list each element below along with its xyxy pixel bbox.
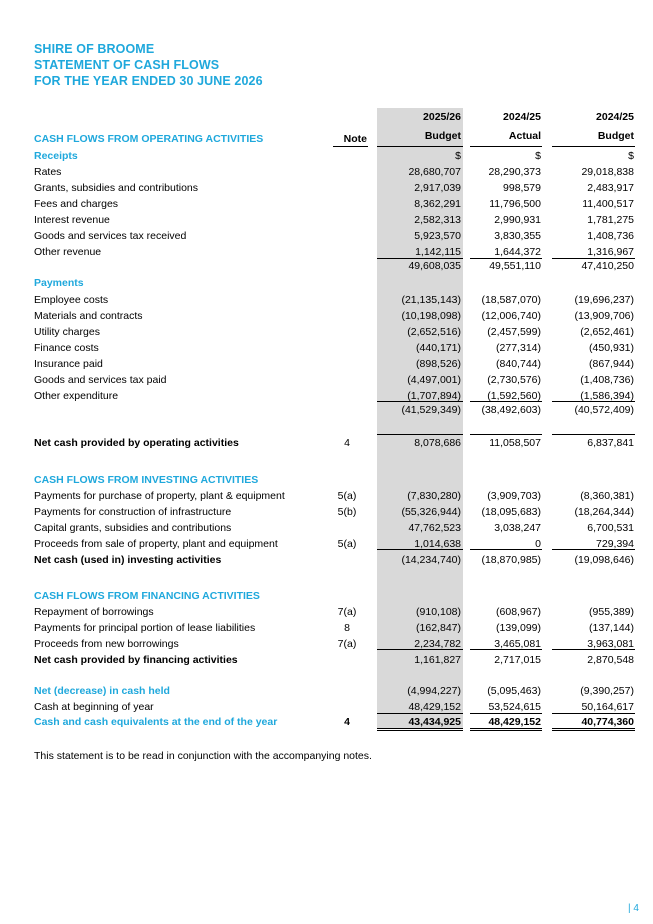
- actual-2024-25-value: (5,095,463): [487, 685, 541, 697]
- row-note: 7(a): [337, 638, 357, 650]
- budget-2025-26-value: 1,142,115: [415, 246, 461, 258]
- row-label: Net cash (used in) investing activities: [34, 554, 222, 566]
- row-label: Payments: [34, 277, 84, 289]
- row-note: 4: [344, 716, 350, 728]
- table-row: [0, 404, 653, 418]
- table-row: [0, 260, 653, 274]
- row-label: Insurance paid: [34, 358, 103, 370]
- row-note: 8: [344, 622, 350, 634]
- row-label: Payments for principal portion of lease liabilities: [34, 622, 256, 634]
- table-row: [0, 326, 653, 340]
- row-label: Goods and services tax received: [34, 230, 187, 242]
- actual-2024-25-value: 2,990,931: [494, 214, 541, 226]
- actual-2024-25-value: (840,744): [496, 358, 541, 370]
- row-label: Fees and charges: [34, 198, 119, 210]
- budget-2025-26-value: 1,161,827: [414, 654, 461, 666]
- table-row: [0, 437, 653, 451]
- budget-2024-25-value: 1,316,967: [587, 246, 634, 258]
- table-row: [0, 590, 653, 604]
- budget-2025-26-value: 43,434,925: [408, 716, 461, 728]
- budget-2024-25-value: (40,572,409): [574, 404, 634, 416]
- row-label: Net cash provided by operating activities: [34, 437, 239, 449]
- row-label: Receipts: [34, 150, 78, 162]
- budget-2025-26-value: (898,526): [416, 358, 461, 370]
- budget-2024-25-value: 2,483,917: [587, 182, 634, 194]
- actual-2024-25-value: $: [535, 150, 541, 162]
- budget-2024-25-value: (2,652,461): [580, 326, 634, 338]
- table-row: [0, 538, 653, 552]
- row-label: CASH FLOWS FROM FINANCING ACTIVITIES: [34, 590, 260, 602]
- budget-2024-25-value: (867,944): [589, 358, 634, 370]
- budget-2025-26-value: (41,529,349): [401, 404, 461, 416]
- col3-year-header: 2024/25: [596, 111, 634, 123]
- table-row: [0, 310, 653, 324]
- budget-2024-25-value: 1,408,736: [587, 230, 634, 242]
- actual-2024-25-value: 3,830,355: [494, 230, 541, 242]
- actual-2024-25-value: (608,967): [496, 606, 541, 618]
- budget-2025-26-value: (4,497,001): [407, 374, 461, 386]
- budget-2025-26-value: 49,608,035: [408, 260, 461, 272]
- actual-2024-25-value: (38,492,603): [481, 404, 541, 416]
- table-row: [0, 182, 653, 196]
- budget-2024-25-value: 50,164,617: [581, 701, 634, 713]
- row-label: Proceeds from new borrowings: [34, 638, 179, 650]
- budget-2024-25-value: (8,360,381): [580, 490, 634, 502]
- table-row: [0, 638, 653, 652]
- budget-2025-26-value: (910,108): [416, 606, 461, 618]
- table-row: [0, 214, 653, 228]
- row-label: Net cash provided by financing activities: [34, 654, 238, 666]
- row-note: 5(a): [337, 538, 357, 550]
- budget-2025-26-value: 8,078,686: [414, 437, 461, 449]
- budget-2025-26-value: 2,917,039: [414, 182, 461, 194]
- row-label: CASH FLOWS FROM OPERATING ACTIVITIES: [34, 133, 264, 145]
- table-row: [0, 246, 653, 260]
- budget-2024-25-value: (1,586,394): [580, 390, 634, 402]
- table-row: [0, 716, 653, 730]
- budget-2024-25-value: (13,909,706): [574, 310, 634, 322]
- budget-2024-25-value: (1,408,736): [580, 374, 634, 386]
- budget-2024-25-value: (137,144): [589, 622, 634, 634]
- note-header: Note: [343, 133, 367, 145]
- budget-2024-25-value: 729,394: [596, 538, 634, 550]
- row-note: 7(a): [337, 606, 357, 618]
- actual-2024-25-value: 53,524,615: [488, 701, 541, 713]
- table-row: [0, 166, 653, 180]
- table-row: [0, 474, 653, 488]
- row-label: Grants, subsidies and contributions: [34, 182, 199, 194]
- budget-2024-25-value: 40,774,360: [581, 716, 634, 728]
- budget-2024-25-value: 11,400,517: [582, 198, 634, 210]
- row-label: Other revenue: [34, 246, 102, 258]
- budget-2025-26-value: 48,429,152: [408, 701, 461, 713]
- budget-2025-26-value: (7,830,280): [407, 490, 461, 502]
- col2-type-header: Actual: [508, 130, 541, 142]
- actual-2024-25-value: 28,290,373: [488, 166, 541, 178]
- budget-2025-26-value: (4,994,227): [407, 685, 461, 697]
- actual-2024-25-value: (18,587,070): [481, 294, 541, 306]
- table-row: [0, 554, 653, 568]
- col3-type-header: Budget: [597, 130, 634, 142]
- table-row: [0, 374, 653, 388]
- budget-2025-26-value: 2,234,782: [414, 638, 461, 650]
- row-note: 5(a): [337, 490, 357, 502]
- budget-2025-26-value: (10,198,098): [401, 310, 461, 322]
- table-row: [0, 490, 653, 504]
- actual-2024-25-value: 3,465,081: [494, 638, 541, 650]
- table-row: [0, 701, 653, 715]
- row-label: Cash and cash equivalents at the end of the year: [34, 716, 278, 728]
- actual-2024-25-value: (1,592,560): [487, 390, 541, 402]
- row-note: 4: [344, 437, 350, 449]
- row-note: 5(b): [337, 506, 357, 518]
- row-label: Materials and contracts: [34, 310, 143, 322]
- actual-2024-25-value: (18,870,985): [481, 554, 541, 566]
- budget-2025-26-value: (21,135,143): [401, 294, 461, 306]
- actual-2024-25-value: (12,006,740): [481, 310, 541, 322]
- actual-2024-25-value: 3,038,247: [494, 522, 541, 534]
- actual-2024-25-value: (277,314): [496, 342, 541, 354]
- row-label: Finance costs: [34, 342, 99, 354]
- actual-2024-25-value: (2,730,576): [487, 374, 541, 386]
- actual-2024-25-value: 11,058,507: [489, 437, 541, 449]
- table-row: [0, 150, 653, 164]
- budget-2024-25-value: 47,410,250: [581, 260, 634, 272]
- budget-2025-26-value: 47,762,523: [408, 522, 461, 534]
- table-row: [0, 277, 653, 291]
- actual-2024-25-value: (3,909,703): [487, 490, 541, 502]
- statement-title: STATEMENT OF CASH FLOWS: [34, 58, 220, 72]
- row-label: Payments for construction of infrastructure: [34, 506, 232, 518]
- budget-2024-25-value: (18,264,344): [574, 506, 634, 518]
- table-row: [0, 294, 653, 308]
- budget-2025-26-value: (2,652,516): [407, 326, 461, 338]
- report-entity-title: SHIRE OF BROOME: [34, 42, 155, 56]
- budget-2024-25-value: $: [628, 150, 634, 162]
- budget-2024-25-value: 6,837,841: [587, 437, 634, 449]
- table-row: [0, 606, 653, 620]
- actual-2024-25-value: (18,095,683): [481, 506, 541, 518]
- table-row: [0, 506, 653, 520]
- row-label: Rates: [34, 166, 62, 178]
- actual-2024-25-value: 2,717,015: [494, 654, 541, 666]
- table-row: [0, 654, 653, 668]
- budget-2025-26-value: (55,326,944): [401, 506, 461, 518]
- budget-2024-25-value: (450,931): [589, 342, 634, 354]
- row-label: Utility charges: [34, 326, 100, 338]
- budget-2025-26-value: 1,014,638: [414, 538, 461, 550]
- budget-2024-25-value: 29,018,838: [581, 166, 634, 178]
- budget-2024-25-value: 3,963,081: [587, 638, 634, 650]
- actual-2024-25-value: (2,457,599): [487, 326, 541, 338]
- table-row: [0, 342, 653, 356]
- actual-2024-25-value: 998,579: [503, 182, 541, 194]
- col1-year-header: 2025/26: [423, 111, 461, 123]
- budget-2025-26-value: (440,171): [416, 342, 461, 354]
- row-label: Capital grants, subsidies and contributions: [34, 522, 232, 534]
- table-row: [0, 685, 653, 699]
- table-row: [0, 358, 653, 372]
- col2-year-header: 2024/25: [503, 111, 541, 123]
- row-label: Proceeds from sale of property, plant and equipment: [34, 538, 278, 550]
- budget-2024-25-value: 2,870,548: [587, 654, 634, 666]
- table-row: [0, 133, 653, 147]
- actual-2024-25-value: 1,644,372: [494, 246, 541, 258]
- budget-2025-26-value: 8,362,291: [414, 198, 461, 210]
- row-label: Net (decrease) in cash held: [34, 685, 170, 697]
- table-row: [0, 390, 653, 404]
- budget-2024-25-value: (19,696,237): [574, 294, 634, 306]
- budget-2025-26-value: (14,234,740): [401, 554, 461, 566]
- row-label: CASH FLOWS FROM INVESTING ACTIVITIES: [34, 474, 259, 486]
- budget-2025-26-value: 28,680,707: [408, 166, 461, 178]
- table-row: [0, 198, 653, 212]
- row-label: Payments for purchase of property, plant & equipment: [34, 490, 285, 502]
- budget-2024-25-value: (19,098,646): [574, 554, 634, 566]
- page-number: | 4: [628, 903, 639, 914]
- table-row: [0, 522, 653, 536]
- actual-2024-25-value: (139,099): [496, 622, 541, 634]
- footer-note: This statement is to be read in conjunction with the accompanying notes.: [34, 750, 372, 762]
- budget-2025-26-value: (162,847): [416, 622, 461, 634]
- budget-2024-25-value: 6,700,531: [587, 522, 634, 534]
- actual-2024-25-value: 48,429,152: [488, 716, 541, 728]
- row-label: Other expenditure: [34, 390, 119, 402]
- row-label: Goods and services tax paid: [34, 374, 167, 386]
- row-label: Repayment of borrowings: [34, 606, 154, 618]
- period-title: FOR THE YEAR ENDED 30 JUNE 2026: [34, 74, 263, 88]
- row-label: Cash at beginning of year: [34, 701, 154, 713]
- table-row: [0, 230, 653, 244]
- actual-2024-25-value: 0: [535, 538, 541, 550]
- actual-2024-25-value: 11,796,500: [489, 198, 541, 210]
- actual-2024-25-value: 49,551,110: [489, 260, 541, 272]
- budget-2024-25-value: 1,781,275: [587, 214, 634, 226]
- budget-2024-25-value: (955,389): [589, 606, 634, 618]
- col1-type-header: Budget: [424, 130, 461, 142]
- row-label: Interest revenue: [34, 214, 110, 226]
- budget-2025-26-value: 5,923,570: [414, 230, 461, 242]
- budget-2025-26-value: $: [455, 150, 461, 162]
- table-row: [0, 622, 653, 636]
- budget-2025-26-value: 2,582,313: [414, 214, 461, 226]
- budget-2024-25-value: (9,390,257): [580, 685, 634, 697]
- row-label: Employee costs: [34, 294, 109, 306]
- budget-2025-26-value: (1,707,894): [407, 390, 461, 402]
